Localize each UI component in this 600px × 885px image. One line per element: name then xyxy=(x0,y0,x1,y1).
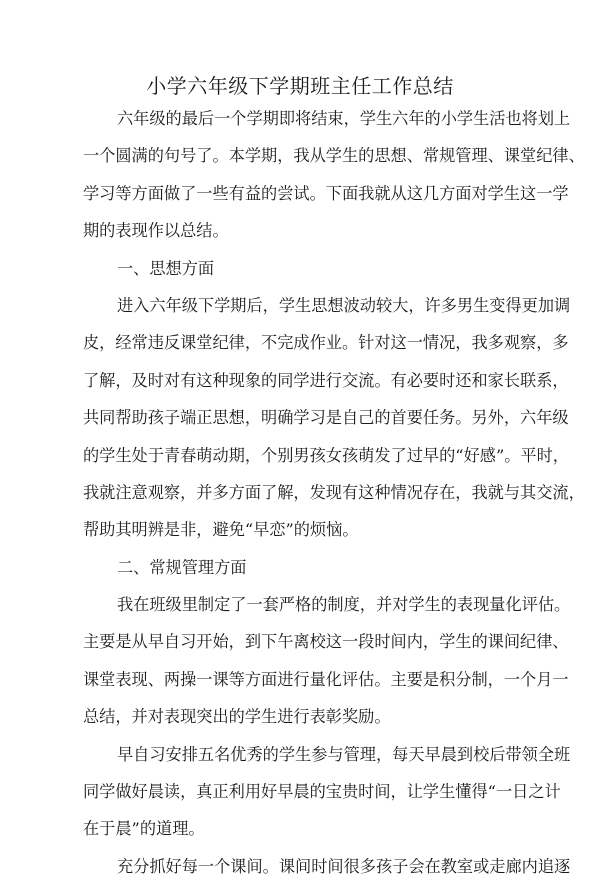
document-body xyxy=(83,100,585,885)
paragraph-line: 我在班级里制定了一套严格的制度，并对学生的表现量化评估。 xyxy=(117,595,571,615)
paragraph-line: 进入六年级下学期后，学生思想波动较大，许多男生变得更加调 xyxy=(117,295,571,315)
paragraph-line: 总结，并对表现突出的学生进行表彰奖励。 xyxy=(83,707,391,727)
paragraph-line: 共同帮助孩子端正思想，明确学习是自己的首要任务。另外，六年级 xyxy=(83,408,569,428)
paragraph-line: 主要是从早自习开始，到下午离校这一段时间内，学生的课间纪律、 xyxy=(83,632,569,652)
paragraph-line: 的学生处于青春萌动期，个别男孩女孩萌发了过早的“好感”。平时， xyxy=(83,445,569,465)
section-heading: 一、思想方面 xyxy=(117,258,215,278)
paragraph-line: 六年级的最后一个学期即将结束，学生六年的小学生活也将划上 xyxy=(117,109,571,128)
paragraph-line: 课堂表现、两操一课等方面进行量化评估。主要是积分制，一个月一 xyxy=(83,669,569,689)
section-heading: 二、常规管理方面 xyxy=(117,557,247,577)
document-title: 小学六年级下学期班主任工作总结 xyxy=(146,74,454,98)
paragraph-line: 皮，经常违反课堂纪律，不完成作业。针对这一情况，我多观察，多 xyxy=(83,333,569,353)
paragraph-line: 了解，及时对有这种现象的同学进行交流。有必要时还和家长联系， xyxy=(83,370,569,390)
paragraph-line: 充分抓好每一个课间。课间时间很多孩子会在教室或走廊内追逐 xyxy=(117,856,571,876)
paragraph-line: 学习等方面做了一些有益的尝试。下面我就从这几方面对学生这一学 xyxy=(83,183,569,203)
paragraph-line: 帮助其明辨是非，避免“早恋”的烦恼。 xyxy=(83,520,359,540)
paragraph-line: 同学做好晨读，真正利用好早晨的宝贵时间，让学生懂得“一日之计 xyxy=(83,782,561,802)
paragraph-line: 早自习安排五名优秀的学生参与管理，每天早晨到校后带领全班 xyxy=(117,744,571,764)
paragraph-line: 在于晨”的道理。 xyxy=(83,819,205,839)
paragraph-line: 一个圆满的句号了。本学期，我从学生的思想、常规管理、课堂纪律、 xyxy=(83,146,585,166)
paragraph-line: 期的表现作以总结。 xyxy=(83,221,229,241)
paragraph-line: 我就注意观察，并多方面了解，发现有这种情况存在，我就与其交流， xyxy=(83,482,585,502)
